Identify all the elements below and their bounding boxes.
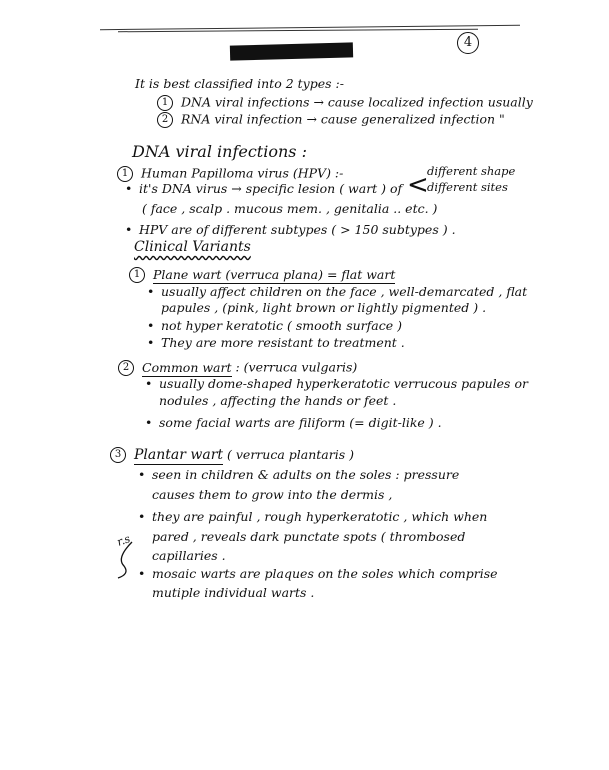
- brace-icon: <: [407, 170, 429, 200]
- intro-line-3: [157, 112, 505, 128]
- common-wart-num: 2: [118, 360, 134, 376]
- plane-wart-bullet-3: • They are more resistant to treatment .: [161, 337, 405, 350]
- plantar-wart-bullet-2-line-2: pared , reveals dark punctate spots ( thrombosed: [152, 529, 466, 544]
- plane-wart-bullet-1-line-2: papules , (pink, light brown or lightly pigmented ) .: [161, 300, 487, 315]
- intro-line-1: It is best classified into 2 types :-: [135, 76, 344, 91]
- common-wart-title-rest: : (verruca vulgaris): [231, 359, 358, 375]
- plane-wart-title: [129, 267, 395, 283]
- page-number: 4: [457, 32, 479, 54]
- plantar-wart-title: [110, 447, 354, 463]
- intro-line-3-text: RNA viral infection → cause generalized infection ": [181, 111, 505, 127]
- hpv-line-1: • it's DNA virus → specific lesion ( wart ) of: [139, 183, 402, 196]
- hpv-title-text: Human Papilloma virus (HPV) :-: [141, 165, 344, 181]
- plantar-wart-bullet-2-line-3: capillaries .: [152, 548, 226, 563]
- hpv-brace-top: different shape: [427, 164, 516, 178]
- intro-num-2: 2: [157, 112, 173, 128]
- clinical-variants-heading: Clinical Variants: [134, 239, 251, 255]
- plantar-wart-bullet-3-line-1: • mosaic warts are plaques on the soles which comprise: [152, 568, 498, 581]
- common-wart-title-text: Common wart: [142, 359, 232, 375]
- plantar-wart-bullet-1-line-1: • seen in children & adults on the soles : pressure: [152, 469, 459, 482]
- plantar-wart-num: 3: [110, 447, 126, 463]
- plane-wart-title-text: Plane wart (verruca plana) = flat wart: [153, 266, 396, 282]
- plantar-wart-title-text: Plantar wart: [134, 447, 224, 463]
- common-wart-title: [118, 360, 357, 376]
- intro-line-2-text: DNA viral infections → cause localized infection usually: [181, 94, 533, 110]
- plantar-wart-bullet-3-line-2: mutiple individual warts .: [152, 585, 315, 600]
- margin-note: r.s: [115, 532, 133, 549]
- plane-wart-bullet-1-line-1: • usually affect children on the face , well-demarcated , flat: [161, 286, 527, 299]
- margin-note-curve: [112, 540, 142, 580]
- plantar-wart-bullet-1-line-2: causes them to grow into the dermis ,: [152, 487, 393, 502]
- hpv-line-2: ( face , scalp . mucous mem. , genitalia .. etc. ): [142, 201, 438, 216]
- common-wart-bullet-1-line-1: • usually dome-shaped hyperkeratotic verrucous papules or: [159, 378, 528, 391]
- plane-wart-bullet-2: • not hyper keratotic ( smooth surface ): [161, 320, 402, 333]
- hpv-brace-bottom: different sites: [427, 180, 508, 194]
- intro-line-2: [157, 95, 533, 111]
- plantar-wart-bullet-2-line-1: • they are painful , rough hyperkeratotic , which when: [152, 511, 487, 524]
- hpv-num: 1: [117, 166, 133, 182]
- intro-num-1: 1: [157, 95, 173, 111]
- plane-wart-num: 1: [129, 267, 145, 283]
- common-wart-bullet-1-line-2: nodules , affecting the hands or feet .: [159, 393, 397, 408]
- dna-heading: DNA viral infections :: [132, 142, 307, 161]
- common-wart-bullet-2: • some facial warts are filiform (= digit-like ) .: [159, 417, 442, 430]
- hpv-title: [117, 166, 343, 182]
- plantar-wart-title-rest: ( verruca plantaris ): [223, 447, 354, 462]
- redacted-header: [230, 42, 353, 60]
- hpv-line-3: • HPV are of different subtypes ( > 150 subtypes ) .: [139, 224, 456, 237]
